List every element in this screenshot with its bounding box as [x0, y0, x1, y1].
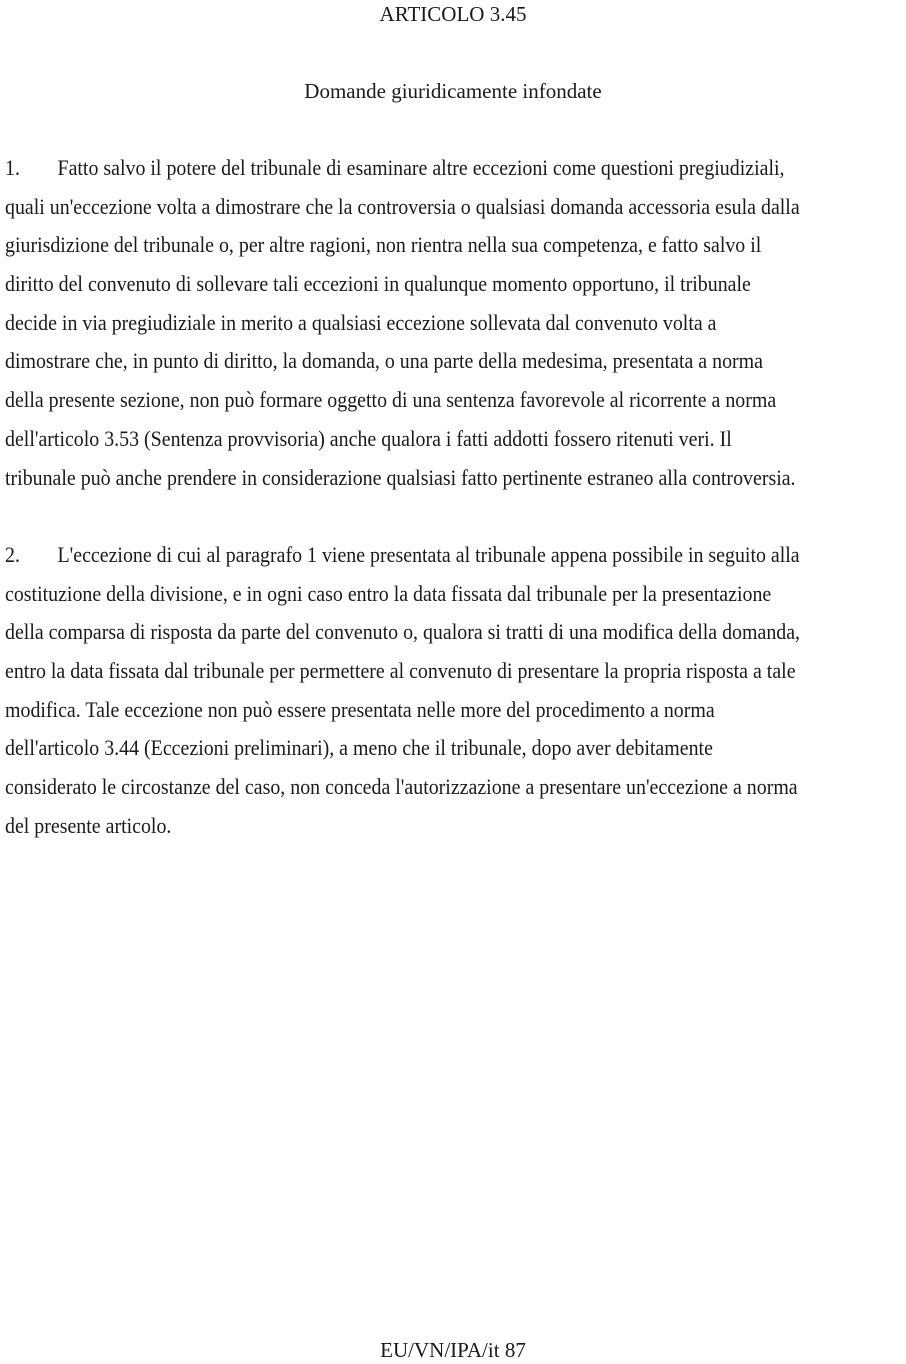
paragraph-line: entro la data fissata dal tribunale per permettere al convenuto di presentare la propria risposta a tale	[5, 658, 796, 684]
paragraph-line: tribunale può anche prendere in considerazione qualsiasi fatto pertinente estraneo alla controversia.	[5, 464, 796, 490]
paragraph-line: del presente articolo.	[5, 812, 172, 838]
paragraph-line: costituzione della divisione, e in ogni caso entro la data fissata dal tribunale per la presentazione	[5, 580, 772, 606]
paragraph-line: decide in via pregiudiziale in merito a qualsiasi eccezione sollevata dal convenuto volta a	[5, 309, 717, 335]
paragraph-line: considerato le circostanze del caso, non conceda l'autorizzazione a presentare un'eccezione a norma	[5, 774, 798, 800]
paragraph-line: giurisdizione del tribunale o, per altre ragioni, non rientra nella sua competenza, e fatto salvo il	[5, 232, 762, 258]
paragraph-line: modifica. Tale eccezione non può essere presentata nelle more del procedimento a norma	[5, 696, 715, 722]
paragraph-line: della comparsa di risposta da parte del convenuto o, qualora si tratti di una modifica della domanda,	[5, 619, 801, 645]
article-subtitle: Domande giuridicamente infondate	[304, 79, 602, 103]
line-text: L'eccezione di cui al paragrafo 1 viene presentata al tribunale appena possibile in seguito alla	[57, 542, 800, 567]
paragraph-line: dimostrare che, in punto di diritto, la domanda, o una parte della medesima, presentata a norma	[5, 348, 763, 374]
page-footer: EU/VN/IPA/it 87	[380, 1338, 526, 1362]
paragraph-line: della presente sezione, non può formare oggetto di una sentenza favorevole al ricorrente a norma	[5, 387, 777, 413]
paragraph-2	[5, 536, 884, 846]
paragraph-number: 2.	[5, 542, 20, 567]
paragraph-line	[5, 536, 800, 575]
paragraph-line: quali un'eccezione volta a dimostrare che la controversia o qualsiasi domanda accessoria esula dalla	[5, 193, 800, 219]
paragraph-number: 1.	[5, 155, 20, 180]
paragraph-1	[5, 149, 883, 497]
paragraph-line: dell'articolo 3.53 (Sentenza provvisoria) anche qualora i fatti addotti fossero ritenuti veri. Il	[5, 425, 732, 451]
paragraph-line: diritto del convenuto di sollevare tali eccezioni in qualunque momento opportuno, il tribunale	[5, 271, 751, 297]
article-title: ARTICOLO 3.45	[379, 2, 527, 26]
paragraph-line: dell'articolo 3.44 (Eccezioni preliminari), a meno che il tribunale, dopo aver debitamente	[5, 735, 713, 761]
line-text: Fatto salvo il potere del tribunale di esaminare altre eccezioni come questioni pregiudiziali,	[57, 155, 785, 180]
paragraph-line	[5, 149, 800, 188]
